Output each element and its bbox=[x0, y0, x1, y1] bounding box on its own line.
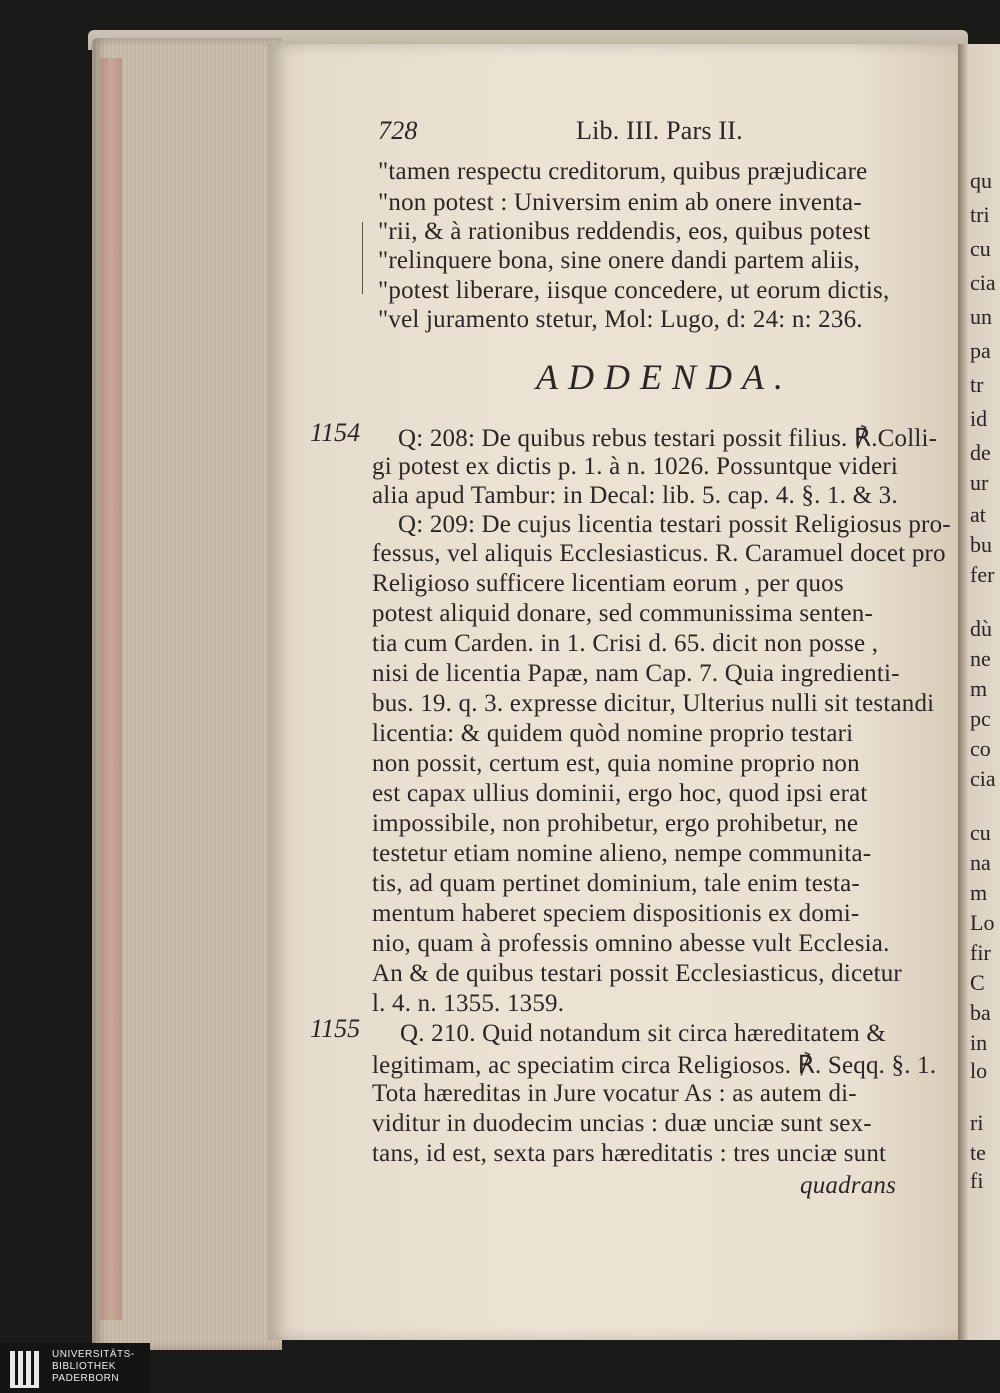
body-line: tans, id est, sexta pars hæreditatis : tres unciæ sunt bbox=[372, 1140, 887, 1167]
body-line: Q: 208: De quibus rebus testari possit filius. ℟.Colli- bbox=[398, 425, 938, 452]
body-line: bus. 19. q. 3. expresse dicitur, Ulterius nulli sit testandi bbox=[372, 690, 935, 717]
right-page-fragment: fir bbox=[970, 940, 991, 965]
body-line: potest aliquid donare, sed communissima senten- bbox=[372, 600, 873, 627]
running-head: Lib. III. Pars II. bbox=[576, 116, 743, 145]
page-number: 728 bbox=[378, 116, 418, 145]
right-page-fragment: un bbox=[970, 304, 992, 329]
body-line: tis, ad quam pertinet dominium, tale enim testa- bbox=[372, 870, 860, 897]
right-page-fragment: lo bbox=[970, 1058, 988, 1083]
body-line: l. 4. n. 1355. 1359. bbox=[372, 990, 565, 1017]
body-line: tia cum Carden. in 1. Crisi d. 65. dicit non posse , bbox=[372, 630, 879, 657]
body-line: Tota hæreditas in Jure vocatur As : as autem di- bbox=[372, 1080, 857, 1107]
margin-number: 1155 bbox=[310, 1014, 361, 1043]
quoted-line: "relinquere bona, sine onere dandi partem aliis, bbox=[378, 247, 861, 274]
right-page-fragment: cia bbox=[970, 766, 996, 791]
margin-number: 1154 bbox=[310, 418, 361, 447]
right-page-fragment: ba bbox=[970, 1000, 991, 1025]
badge-line: BIBLIOTHEK bbox=[52, 1361, 116, 1372]
right-page-fragment: cia bbox=[970, 270, 996, 295]
quoted-line: "vel juramento stetur, Mol: Lugo, d: 24: n: 236. bbox=[378, 306, 863, 333]
right-page-fragment: C bbox=[970, 970, 985, 995]
library-badge bbox=[0, 1343, 150, 1393]
right-page-fragment: fer bbox=[970, 562, 995, 587]
right-page-fragment: fi bbox=[970, 1168, 984, 1193]
right-page-fragment: ur bbox=[970, 470, 989, 495]
body-line: nisi de licentia Papæ, nam Cap. 7. Quia ingredienti- bbox=[372, 660, 900, 687]
right-page-fragment: de bbox=[970, 440, 991, 465]
body-line: gi potest ex dictis p. 1. à n. 1026. Possuntque videri bbox=[372, 453, 899, 480]
body-line: alia apud Tambur: in Decal: lib. 5. cap. 4. §. 1. & 3. bbox=[372, 482, 898, 509]
right-page-fragment: ne bbox=[970, 646, 991, 671]
right-page-fragment: m bbox=[970, 880, 988, 905]
body-line: impossibile, non prohibetur, ergo prohibetur, ne bbox=[372, 810, 859, 837]
body-line: testetur etiam nomine alieno, nempe communita- bbox=[372, 840, 872, 867]
library-logo-icon bbox=[8, 1347, 46, 1389]
body-line: nio, quam à professis omnino abesse vult Ecclesia. bbox=[372, 930, 890, 957]
body-line: Religioso sufficere licentiam eorum , per quos bbox=[372, 570, 844, 597]
badge-line: PADERBORN bbox=[52, 1373, 120, 1384]
body-line: fessus, vel aliquis Ecclesiasticus. R. Caramuel docet pro bbox=[372, 540, 946, 567]
right-page-fragment: pa bbox=[970, 338, 991, 363]
body-line: An & de quibus testari possit Ecclesiasticus, dicetur bbox=[372, 960, 902, 987]
quoted-line: "non potest : Universim enim ab onere inventa- bbox=[378, 189, 862, 216]
right-page-fragment: te bbox=[970, 1140, 986, 1165]
right-page-fragment: id bbox=[970, 406, 988, 431]
body-line: mentum haberet speciem dispositionis ex domi- bbox=[372, 900, 860, 927]
body-line: Q: 209: De cujus licentia testari possit Religiosus pro- bbox=[398, 511, 951, 538]
right-page-fragment: na bbox=[970, 850, 991, 875]
right-page-fragment: tri bbox=[970, 202, 990, 227]
quoted-line: "tamen respectu creditorum, quibus præjudicare bbox=[378, 158, 868, 185]
right-page-fragment: cu bbox=[970, 236, 991, 261]
right-page-fragment: tr bbox=[970, 372, 984, 397]
right-page-fragment: dù bbox=[970, 616, 992, 641]
body-line: viditur in duodecim uncias : duæ unciæ sunt sex- bbox=[372, 1110, 872, 1137]
quoted-line: "potest liberare, iisque concedere, ut eorum dictis, bbox=[378, 277, 890, 304]
body-line: est capax ullius dominii, ergo hoc, quod ipsi erat bbox=[372, 780, 868, 807]
right-page-fragment: pc bbox=[970, 706, 991, 731]
margin-bracket bbox=[362, 222, 371, 294]
section-title: ADDENDA. bbox=[536, 357, 793, 397]
body-line: legitimam, ac speciatim circa Religiosos. ℟. Seqq. §. 1. bbox=[372, 1052, 937, 1079]
right-page-fragment: m bbox=[970, 676, 988, 701]
right-page-fragment: bu bbox=[970, 532, 992, 557]
right-page-fragment: at bbox=[970, 502, 986, 527]
right-page-fragment: qu bbox=[970, 168, 992, 193]
right-page-fragment: Lo bbox=[970, 910, 995, 935]
badge-line: UNIVERSITÄTS- bbox=[52, 1349, 135, 1360]
right-page-fragment: ri bbox=[970, 1110, 984, 1135]
body-line: non possit, certum est, quia nomine proprio non bbox=[372, 750, 860, 777]
book-edge-coloring bbox=[100, 58, 122, 1320]
right-page-fragment: cu bbox=[970, 820, 991, 845]
right-page bbox=[958, 44, 1000, 1340]
right-page-fragment: in bbox=[970, 1030, 988, 1055]
right-page-fragment: co bbox=[970, 736, 991, 761]
body-line: licentia: & quidem quòd nomine proprio testari bbox=[372, 720, 854, 747]
catchword: quadrans bbox=[800, 1172, 897, 1199]
quoted-line: "rii, & à rationibus reddendis, eos, quibus potest bbox=[378, 218, 871, 245]
body-line: Q. 210. Quid notandum sit circa hæreditatem & bbox=[400, 1020, 886, 1047]
